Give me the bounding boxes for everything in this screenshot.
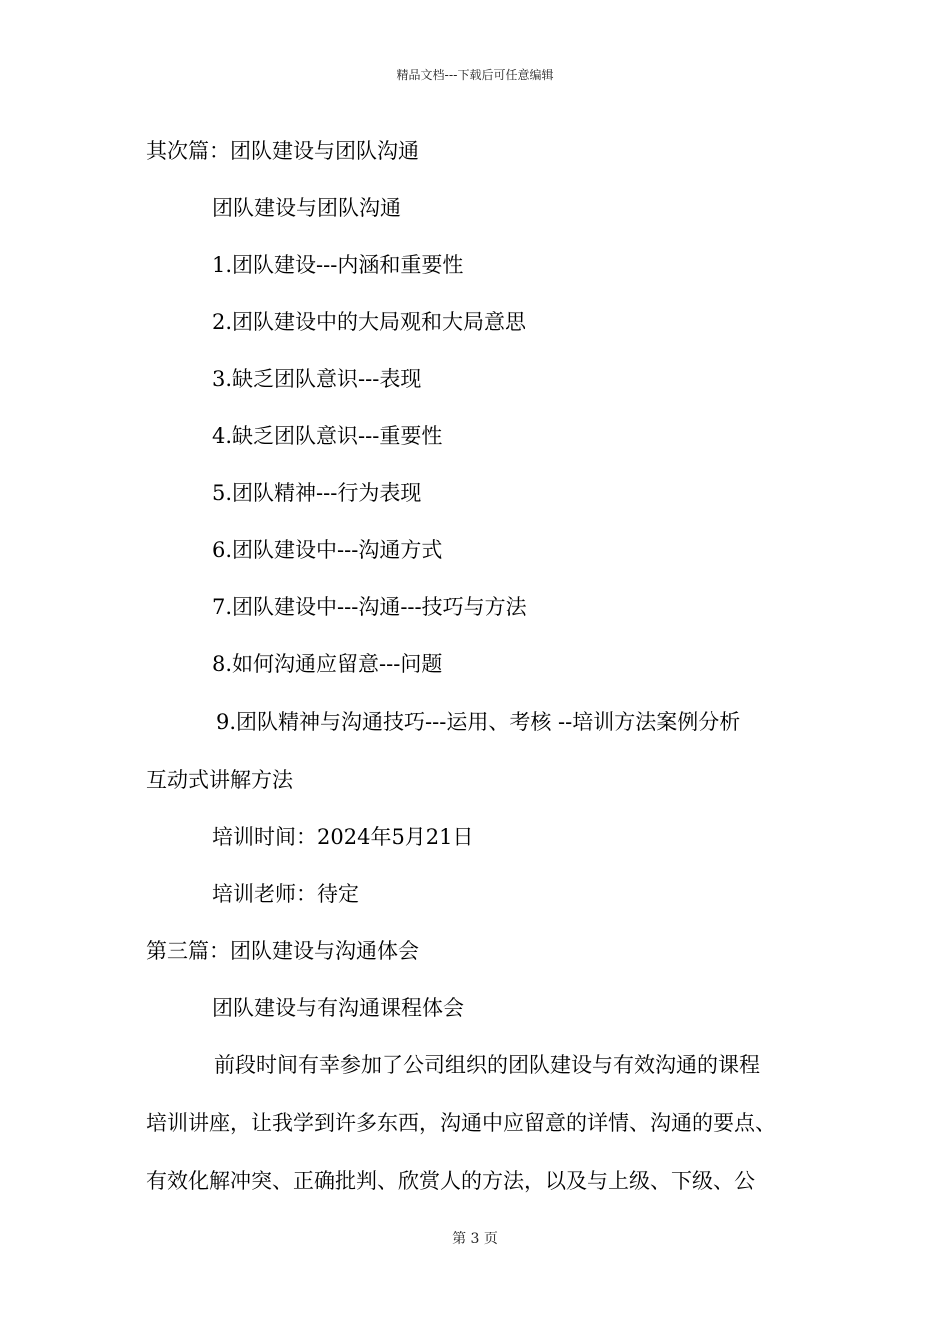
paragraph-line-1: 前段时间有幸参加了公司组织的团队建设与有效沟通的课程 xyxy=(214,1053,760,1077)
list-item-9: 9.团队精神与沟通技巧---运用、考核 --培训方法案例分析 xyxy=(216,710,741,734)
section-subtitle-3: 团队建设与有沟通课程体会 xyxy=(212,996,464,1020)
list-item-6: 6.团队建设中---沟通方式 xyxy=(212,538,443,562)
list-item-5: 5.团队精神---行为表现 xyxy=(212,481,422,505)
list-item-2: 2.团队建设中的大局观和大局意思 xyxy=(212,310,527,334)
training-teacher: 培训老师：待定 xyxy=(212,882,359,906)
paragraph-line-3: 有效化解冲突、正确批判、欣赏人的方法，以及与上级、下级、公 xyxy=(146,1169,755,1193)
section-heading-2: 其次篇：团队建设与团队沟通 xyxy=(146,139,419,163)
list-item-3: 3.缺乏团队意识---表现 xyxy=(212,367,422,391)
list-item-9-continued: 互动式讲解方法 xyxy=(146,768,293,792)
page-number: 第 3 页 xyxy=(452,1231,498,1247)
page-header: 精品文档---下载后可任意编辑 xyxy=(396,68,554,82)
section-heading-3: 第三篇：团队建设与沟通体会 xyxy=(146,939,419,963)
list-item-7: 7.团队建设中---沟通---技巧与方法 xyxy=(212,595,527,619)
paragraph-line-2: 培训讲座，让我学到许多东西，沟通中应留意的详情、沟通的要点、 xyxy=(146,1111,776,1135)
section-subtitle: 团队建设与团队沟通 xyxy=(212,196,401,220)
training-time: 培训时间：2024年5月21日 xyxy=(212,825,474,849)
list-item-4: 4.缺乏团队意识---重要性 xyxy=(212,424,443,448)
list-item-8: 8.如何沟通应留意---问题 xyxy=(212,652,443,676)
list-item-1: 1.团队建设---内涵和重要性 xyxy=(212,253,464,277)
